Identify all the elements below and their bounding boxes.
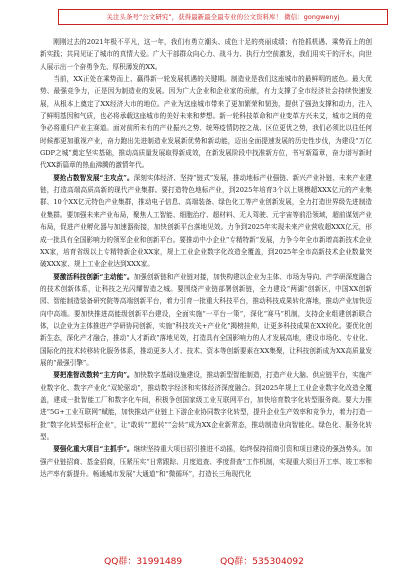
paragraph [40, 271, 372, 370]
paragraph-text: 刚刚过去的2021年极不平凡，这一年，我们有勇立潮头、成色十足的亮丽成绩；有抢抓机遇、乘势而上的创新实践；共同见证了城市的真情大爱。广大干部群众向心力、战斗力、执行力空前激发，我们用实干的汗水，向世人展示出一个奋勇争先、厚积薄发的XX。 [40, 38, 372, 71]
paragraph-heading: 要抢占数智发展“主攻点”。 [53, 173, 134, 182]
paragraph [40, 36, 372, 73]
paragraph-text: 加快数字基础设施建设，推动新型智能制造，打造产业大脑、供应链平台，实施产业数字化、数字产业化“双轮驱动”，推动数字经济和实体经济深度融合。到2025年规上工业企业数字化改造全覆盖，建成一批智能工厂和数字化车间，积极争创国家级工业互联网平台，加快培育数字化转型服务商。要大力推进“5G+工业互联网”赋能，加快推动产业链上下游企业协同数字化转型，提升企业生产效率和竞争力，着力打造一批“数字化转型标杆企业”，让“敢转”“愿转”“会转”成为XX企业新常态，推动制造业向智能化、绿色化、服务化转型。 [40, 371, 373, 441]
paragraph [40, 73, 372, 172]
document-body [40, 36, 372, 480]
footer-qq-group-1: QQ群：31991489 [104, 557, 183, 567]
footer-qq-group-2: QQ群：535304092 [220, 557, 304, 567]
paragraph [40, 443, 372, 480]
paragraph [40, 369, 372, 443]
paragraph-heading: 要强化重大项目“主抓手”。 [53, 445, 134, 454]
paragraph-text: 加强创新链和产业链对接，加快构建以企业为主体、市场为导向、产学研深度融合的技术创新体系，让科技之光闪耀智造之城。要围绕产业链部署创新链，全力建设“两湖”创新区，中国XX创新园、智能制造装备研究院等高端创新平台，着力引育一批重大科技平台，推动科技成果转化落地，推动产业加快迈向中高端。要加快推进高能级创新平台建设，全面实施“一平台一策”，深化“赛马”机制，支持企业组建创新联合体，以企业为主体推进产学研协同创新，实施“科技攻关+产业化”揭榜挂帅，让更多科技成果在XX转化。要优化创新生态，深化产才融合，推动“人才新政”落地见效，打造具有全国影响力的人才发展高地，建设市场化、专业化、国际化的技术转移转化服务体系，推动更多人才、技术、资本等创新要素在XX集聚，让科技创新成为XX高质量发展的“最强引擎”。 [40, 272, 373, 367]
footer [0, 554, 408, 567]
paragraph-text: 当前，XX正处在乘势而上、赢得新一轮发展机遇的关键期。制造业是我们这座城市的最鲜明的底色。最大优势、最强竞争力，正是因为制造业的发展。因为广大企业和企业家的贡献，有力支撑了全市经济社会持续快速发展，从根本上奠定了XX经济大市的地位。产业为这座城市带来了更加繁荣和韧劲，提供了强劲支撑和动力，注入了鲜明基因和气质，也必将承载这座城市的美好未来和梦想。新一轮科技革命和产业变革方兴未艾，城市之间的竞争必将重归产业主赛道。面对前所未有的产业振兴之势、统筹疫情防控之战、区位更优之势，我们必须比以往任何时候都更加重视产业，奋力跑出先进制造业发展新优势和新动能，迈出全面提速发展的历史性步伐，为建设“万亿GDP之城”奠定坚实基础，推动高质量发展取得新成效，在新发展阶段中找准新方位，书写新篇章，奋力谱写新时代XX新篇章的热血沸腾的激情年代。 [40, 75, 372, 170]
paragraph-text: 深刻实体经济、坚持“链式”发展，推动地标产业强链、新兴产业补链、未来产业建链，打造高端高质高新的现代产业集群。要打造特色地标产业，到2025年培育3个以上规模超XXX亿元的产业集群、10个XX亿元特色产业集群，推动电子信息、高端装备、绿色化工等产业创新发展，全力打造世界级先进制造业集群。要加强未来产业布局，聚焦人工智能、细胞治疗、超材料、无人驾驶、元宇宙等前沿领域，超前谋划产业布局，促进产业孵化器与加速器衔接，加快创新平台落地见效。力争到2025年实现未来产业营收超XXX亿元，形成一批具有全国影响力的领军企业和创新平台。要推动中小企业“专精特新”发展，力争今年全市新增高新技术企业XX家，培育省级以上专精特新企业XX家，规上工业企业数字化改造全覆盖，到2025年全市高新技术企业数量突破XXX家、规上工业企业达到XXX家。 [40, 173, 372, 269]
paragraph-heading: 要把准智改数转“主方向”。 [53, 371, 134, 380]
paragraph-text: 继续坚持重大项目招引推进不动摇，始终保持招商引资和项目建设的强劲势头。加强产业链招商、基金招商，压紧压实“日常跟踪、月度追查、季度督查”工作机制，实现重大项目开工率、竣工率和达产率有新提升。畅通城市发展“大通道”和“微循环”，打造长三角现代化 [40, 445, 373, 479]
paragraph [40, 172, 372, 271]
paragraph-heading: 要激活科技创新“主动能”。 [53, 272, 134, 281]
header-banner: 关注头条号“公文研究”，获得最新最全最专业的公文资料库！ 微信：gongwenyj [58, 9, 388, 25]
